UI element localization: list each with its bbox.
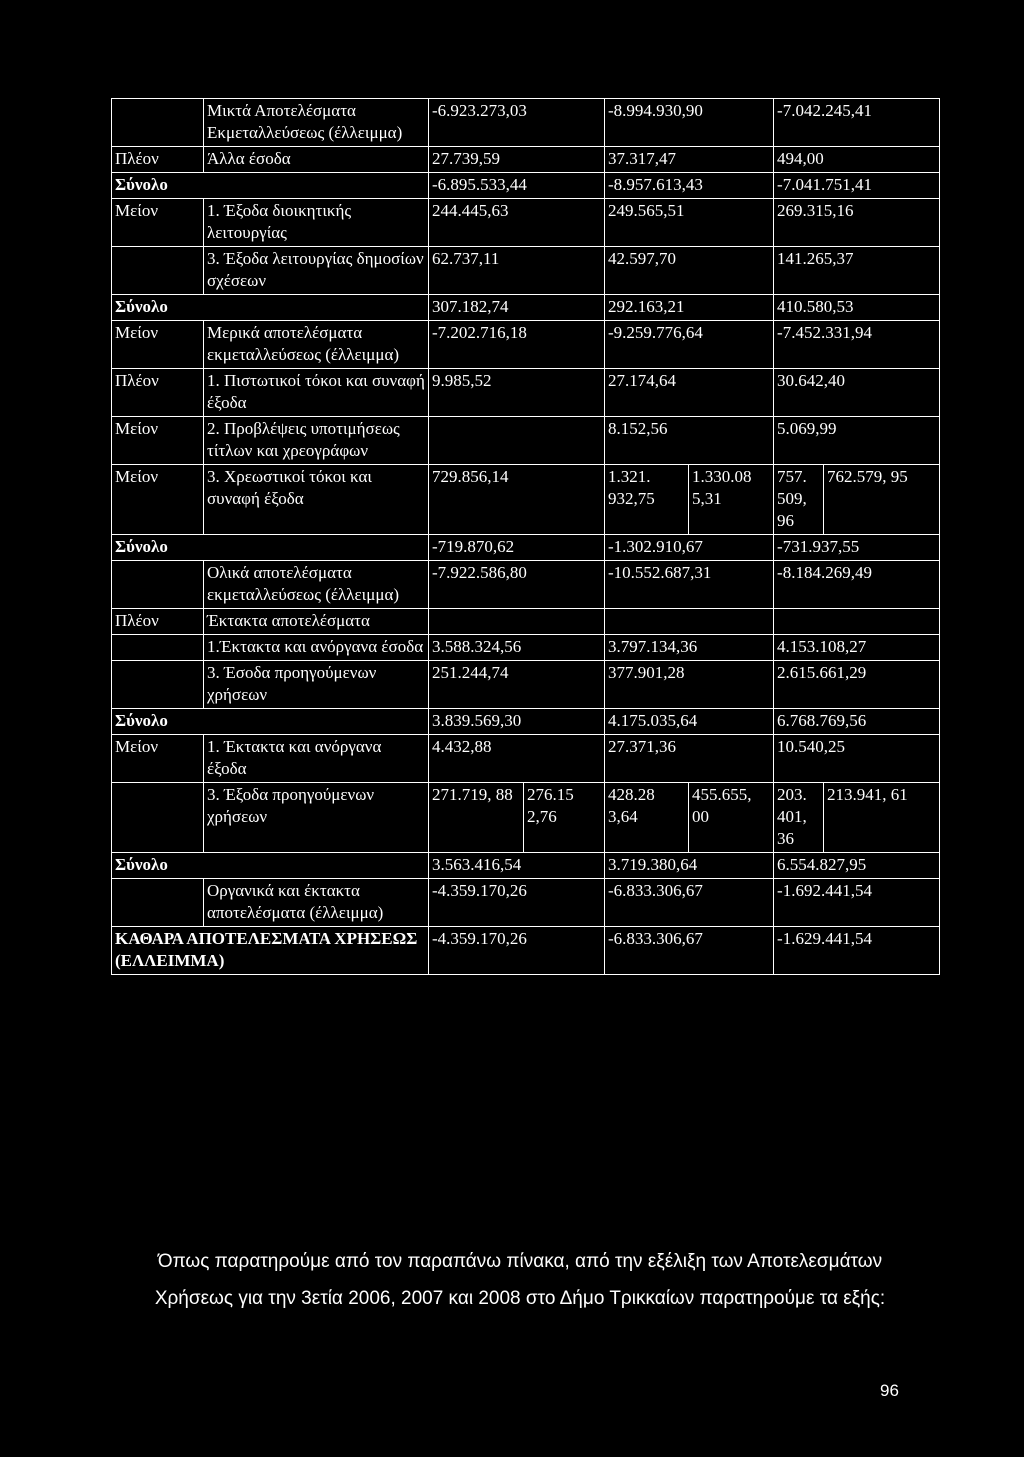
sign-cell: Μείον bbox=[112, 465, 204, 535]
label-cell: 1.Έκτακτα και ανόργανα έσοδα bbox=[204, 635, 429, 661]
value-2008-part-a: 757. 509, 96 bbox=[774, 465, 824, 535]
table-row bbox=[112, 535, 940, 561]
value-2008: -1.692.441,54 bbox=[774, 879, 940, 927]
value-2006: 62.737,11 bbox=[429, 247, 605, 295]
value-2008: 410.580,53 bbox=[774, 295, 940, 321]
sign-cell bbox=[112, 879, 204, 927]
label-cell: 3. Χρεωστικοί τόκοι και συναφή έξοδα bbox=[204, 465, 429, 535]
caption-line: Χρήσεως για την 3ετία 2006, 2007 και 2008 στο Δήμο Τρικκαίων παρατηρούμε τα εξής: bbox=[154, 1288, 886, 1309]
value-2006 bbox=[429, 417, 605, 465]
value-2008: -7.041.751,41 bbox=[774, 173, 940, 199]
value-2006 bbox=[429, 609, 605, 635]
label-cell: 2. Προβλέψεις υποτιμήσεως τίτλων και χρεογράφων bbox=[204, 417, 429, 465]
value-2007: -6.833.306,67 bbox=[605, 879, 774, 927]
table-row bbox=[112, 465, 940, 535]
value-2006: 729.856,14 bbox=[429, 465, 605, 535]
label-cell: 3. Έξοδα λειτουργίας δημοσίων σχέσεων bbox=[204, 247, 429, 295]
sign-cell: Πλέον bbox=[112, 369, 204, 417]
total-label: Σύνολο bbox=[112, 295, 429, 321]
value-2008: 5.069,99 bbox=[774, 417, 940, 465]
table-row bbox=[112, 199, 940, 247]
value-2008: -7.042.245,41 bbox=[774, 99, 940, 147]
value-2006: -4.359.170,26 bbox=[429, 927, 605, 975]
sign-cell: Πλέον bbox=[112, 147, 204, 173]
table-row bbox=[112, 147, 940, 173]
value-2007: 3.797.134,36 bbox=[605, 635, 774, 661]
value-2006: -7.922.586,80 bbox=[429, 561, 605, 609]
value-2008-part-b: 762.579, 95 bbox=[824, 465, 940, 535]
sign-cell bbox=[112, 247, 204, 295]
value-2007: -1.302.910,67 bbox=[605, 535, 774, 561]
value-2008: 6.554.827,95 bbox=[774, 853, 940, 879]
table-row bbox=[112, 99, 940, 147]
value-2006: 27.739,59 bbox=[429, 147, 605, 173]
value-2007-part-a: 1.321. 932,75 bbox=[605, 465, 689, 535]
table-row bbox=[112, 321, 940, 369]
value-2006: 251.244,74 bbox=[429, 661, 605, 709]
value-2007-part-b: 1.330.08 5,31 bbox=[689, 465, 774, 535]
label-cell: 1. Πιστωτικοί τόκοι και συναφή έξοδα bbox=[204, 369, 429, 417]
table-row bbox=[112, 417, 940, 465]
value-2007: 3.719.380,64 bbox=[605, 853, 774, 879]
caption-line: Όπως παρατηρούμε από τον παραπάνω πίνακα, από την εξέλιξη των Αποτελεσμάτων bbox=[157, 1251, 883, 1272]
total-label: Σύνολο bbox=[112, 173, 429, 199]
table-row bbox=[112, 173, 940, 199]
value-2006: 9.985,52 bbox=[429, 369, 605, 417]
table-row bbox=[112, 561, 940, 609]
sign-cell bbox=[112, 635, 204, 661]
table-row bbox=[112, 783, 940, 853]
value-2006: -7.202.716,18 bbox=[429, 321, 605, 369]
value-2007: -8.994.930,90 bbox=[605, 99, 774, 147]
value-2007: 42.597,70 bbox=[605, 247, 774, 295]
value-2006: -6.895.533,44 bbox=[429, 173, 605, 199]
label-cell: Οργανικά και έκτακτα αποτελέσματα (έλλειμμα) bbox=[204, 879, 429, 927]
sign-cell bbox=[112, 561, 204, 609]
table-row bbox=[112, 735, 940, 783]
sign-cell: Πλέον bbox=[112, 609, 204, 635]
value-2006: 244.445,63 bbox=[429, 199, 605, 247]
sign-cell: Μείον bbox=[112, 199, 204, 247]
value-2007: -10.552.687,31 bbox=[605, 561, 774, 609]
page-number: 96 bbox=[880, 1381, 899, 1400]
table-row bbox=[112, 609, 940, 635]
value-2008: 494,00 bbox=[774, 147, 940, 173]
label-cell: Μικτά Αποτελέσματα Εκμεταλλεύσεως (έλλειμμα) bbox=[204, 99, 429, 147]
table-row bbox=[112, 927, 940, 975]
value-2006-part-b: 276.15 2,76 bbox=[524, 783, 605, 853]
value-2007-part-a: 428.28 3,64 bbox=[605, 783, 689, 853]
table-row bbox=[112, 853, 940, 879]
label-cell: 3. Έξοδα προηγούμενων χρήσεων bbox=[204, 783, 429, 853]
value-2007: -9.259.776,64 bbox=[605, 321, 774, 369]
label-cell: 1. Έξοδα διοικητικής λειτουργίας bbox=[204, 199, 429, 247]
label-cell: 1. Έκτακτα και ανόργανα έξοδα bbox=[204, 735, 429, 783]
sign-cell bbox=[112, 661, 204, 709]
value-2007: 27.371,36 bbox=[605, 735, 774, 783]
table-row bbox=[112, 635, 940, 661]
sign-cell: Μείον bbox=[112, 735, 204, 783]
total-label: Σύνολο bbox=[112, 535, 429, 561]
label-cell: Άλλα έσοδα bbox=[204, 147, 429, 173]
value-2008: -1.629.441,54 bbox=[774, 927, 940, 975]
value-2008: -7.452.331,94 bbox=[774, 321, 940, 369]
value-2007: 377.901,28 bbox=[605, 661, 774, 709]
value-2007-part-b: 455.655, 00 bbox=[689, 783, 774, 853]
value-2008: 10.540,25 bbox=[774, 735, 940, 783]
value-2006: 307.182,74 bbox=[429, 295, 605, 321]
value-2008-part-b: 213.941, 61 bbox=[824, 783, 940, 853]
value-2006: 3.839.569,30 bbox=[429, 709, 605, 735]
total-label: Σύνολο bbox=[112, 709, 429, 735]
value-2007: 27.174,64 bbox=[605, 369, 774, 417]
value-2007: 4.175.035,64 bbox=[605, 709, 774, 735]
table-row bbox=[112, 661, 940, 709]
sign-cell: Μείον bbox=[112, 417, 204, 465]
label-cell: Μερικά αποτελέσματα εκμεταλλεύσεως (έλλειμμα) bbox=[204, 321, 429, 369]
value-2007: 292.163,21 bbox=[605, 295, 774, 321]
value-2006: -4.359.170,26 bbox=[429, 879, 605, 927]
label-cell: Ολικά αποτελέσματα εκμεταλλεύσεως (έλλειμμα) bbox=[204, 561, 429, 609]
value-2006-part-a: 271.719, 88 bbox=[429, 783, 524, 853]
value-2006: -6.923.273,03 bbox=[429, 99, 605, 147]
caption-paragraph bbox=[140, 1243, 900, 1317]
value-2008 bbox=[774, 609, 940, 635]
value-2006: -719.870,62 bbox=[429, 535, 605, 561]
value-2008: 4.153.108,27 bbox=[774, 635, 940, 661]
value-2008: -731.937,55 bbox=[774, 535, 940, 561]
value-2008: 141.265,37 bbox=[774, 247, 940, 295]
net-results-label: ΚΑΘΑΡΑ ΑΠΟΤΕΛΕΣΜΑΤΑ ΧΡΗΣΕΩΣ (ΕΛΛΕΙΜΜΑ) bbox=[112, 927, 429, 975]
total-label: Σύνολο bbox=[112, 853, 429, 879]
sign-cell bbox=[112, 99, 204, 147]
value-2008: -8.184.269,49 bbox=[774, 561, 940, 609]
value-2007: 8.152,56 bbox=[605, 417, 774, 465]
value-2007: -6.833.306,67 bbox=[605, 927, 774, 975]
label-cell: 3. Έσοδα προηγούμενων χρήσεων bbox=[204, 661, 429, 709]
results-table bbox=[111, 98, 940, 975]
table-row bbox=[112, 369, 940, 417]
value-2008: 6.768.769,56 bbox=[774, 709, 940, 735]
table-row bbox=[112, 247, 940, 295]
value-2007: 37.317,47 bbox=[605, 147, 774, 173]
label-cell: Έκτακτα αποτελέσματα bbox=[204, 609, 429, 635]
value-2006: 3.588.324,56 bbox=[429, 635, 605, 661]
value-2008: 269.315,16 bbox=[774, 199, 940, 247]
value-2008-part-a: 203. 401, 36 bbox=[774, 783, 824, 853]
value-2007: 249.565,51 bbox=[605, 199, 774, 247]
sign-cell: Μείον bbox=[112, 321, 204, 369]
value-2008: 2.615.661,29 bbox=[774, 661, 940, 709]
table-row bbox=[112, 879, 940, 927]
value-2008: 30.642,40 bbox=[774, 369, 940, 417]
value-2006: 4.432,88 bbox=[429, 735, 605, 783]
table-row bbox=[112, 709, 940, 735]
value-2007 bbox=[605, 609, 774, 635]
value-2007: -8.957.613,43 bbox=[605, 173, 774, 199]
table-row bbox=[112, 295, 940, 321]
value-2006: 3.563.416,54 bbox=[429, 853, 605, 879]
sign-cell bbox=[112, 783, 204, 853]
